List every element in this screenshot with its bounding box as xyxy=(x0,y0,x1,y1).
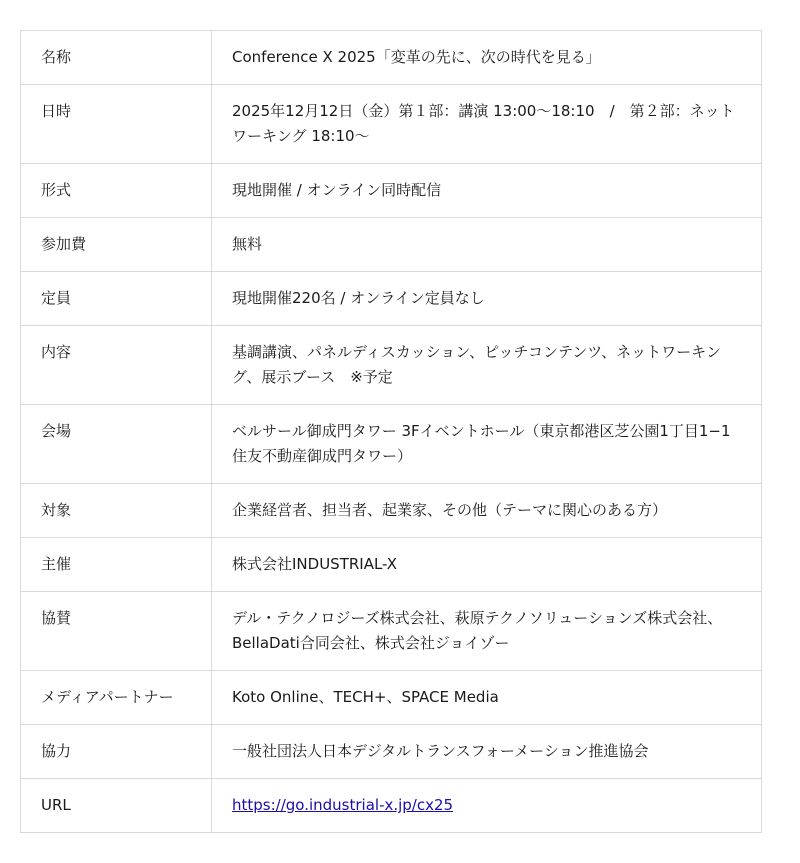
row-value xyxy=(212,779,762,833)
table-row-venue xyxy=(21,405,762,484)
row-label: 協力 xyxy=(21,725,212,779)
row-value: 2025年12月12日（金）第１部：講演 13:00〜18:10 / 第２部：ネットワーキング 18:10〜 xyxy=(212,85,762,164)
row-value: 株式会社INDUSTRIAL-X xyxy=(212,538,762,592)
row-label: 対象 xyxy=(21,484,212,538)
table-row-url xyxy=(21,779,762,833)
row-value: Koto Online、TECH+、SPACE Media xyxy=(212,671,762,725)
row-label: 内容 xyxy=(21,326,212,405)
row-label: 協賛 xyxy=(21,592,212,671)
row-label: 定員 xyxy=(21,272,212,326)
row-value: 企業経営者、担当者、起業家、その他（テーマに関心のある方） xyxy=(212,484,762,538)
table-row-content xyxy=(21,326,762,405)
event-info-table xyxy=(20,30,762,833)
row-value: 現地開催 / オンライン同時配信 xyxy=(212,164,762,218)
row-value: 現地開催220名 / オンライン定員なし xyxy=(212,272,762,326)
row-value: ベルサール御成門タワー 3Fイベントホール（東京都港区芝公園1丁目1−1 住友不動産御成門タワー） xyxy=(212,405,762,484)
table-row-cooperation xyxy=(21,725,762,779)
row-label: 会場 xyxy=(21,405,212,484)
row-label: URL xyxy=(21,779,212,833)
table-row-capacity xyxy=(21,272,762,326)
row-label: 参加費 xyxy=(21,218,212,272)
row-value: 無料 xyxy=(212,218,762,272)
row-label: 形式 xyxy=(21,164,212,218)
table-row-sponsors xyxy=(21,592,762,671)
row-label: メディアパートナー xyxy=(21,671,212,725)
table-row-media-partner xyxy=(21,671,762,725)
row-label: 主催 xyxy=(21,538,212,592)
table-row-datetime xyxy=(21,85,762,164)
table-row-fee xyxy=(21,218,762,272)
row-value: 基調講演、パネルディスカッション、ピッチコンテンツ、ネットワーキング、展示ブース ※予定 xyxy=(212,326,762,405)
row-value: デル・テクノロジーズ株式会社、萩原テクノソリューションズ株式会社、BellaDati合同会社、株式会社ジョイゾー xyxy=(212,592,762,671)
row-label: 名称 xyxy=(21,31,212,85)
table-row-organizer xyxy=(21,538,762,592)
row-value: 一般社団法人日本デジタルトランスフォーメーション推進協会 xyxy=(212,725,762,779)
event-url-link[interactable]: https://go.industrial-x.jp/cx25 xyxy=(232,796,454,814)
table-row-format xyxy=(21,164,762,218)
row-label: 日時 xyxy=(21,85,212,164)
table-row-audience xyxy=(21,484,762,538)
row-value: Conference X 2025「変革の先に、次の時代を見る」 xyxy=(212,31,762,85)
table-row-name xyxy=(21,31,762,85)
